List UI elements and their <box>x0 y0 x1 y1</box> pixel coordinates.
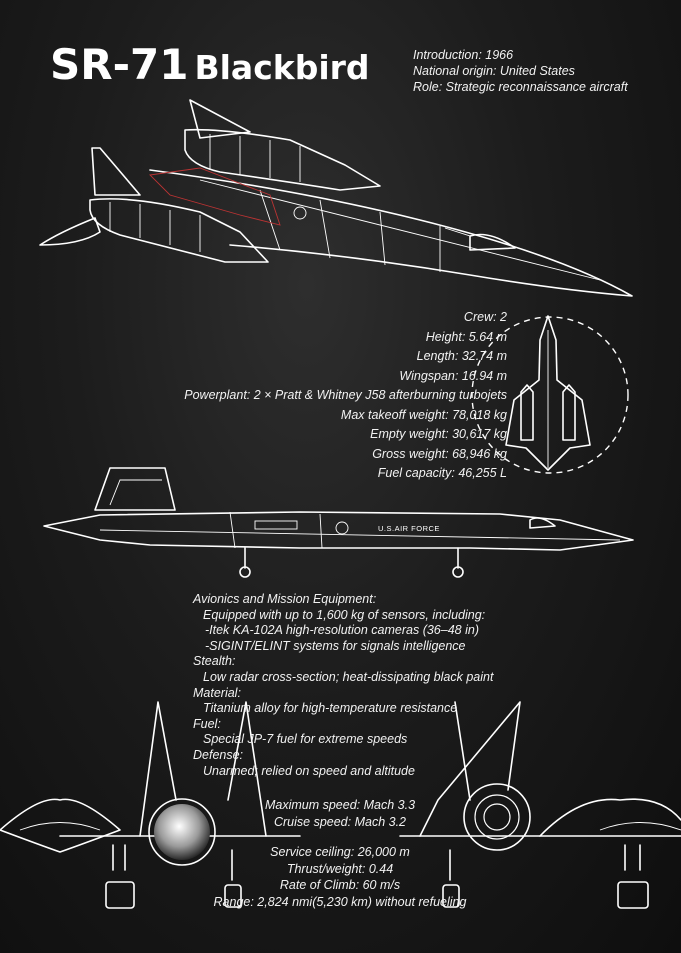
material-text: Titanium alloy for high-temperature resistance <box>203 701 458 716</box>
speed-block <box>190 797 490 830</box>
spec-line: Length: 32.74 m <box>416 349 507 363</box>
material-heading: Material: <box>193 685 241 700</box>
avionics-line: -Itek KA-102A high-resolution cameras (36–48 in) <box>205 623 479 638</box>
page-title <box>50 40 370 89</box>
title-main: SR-71 <box>50 40 189 89</box>
rate-of-climb: Rate of Climb: 60 m/s <box>279 878 401 892</box>
defense-text: Unarmed; relied on speed and altitude <box>203 763 415 778</box>
aircraft-role: Role: Strategic reconnaissance aircraft <box>413 80 628 94</box>
specs-list <box>47 308 507 484</box>
fuel-heading: Fuel: <box>193 716 221 731</box>
spec-line: Crew: 2 <box>463 310 507 324</box>
avionics-heading: Avionics and Mission Equipment: <box>193 592 377 606</box>
introduction-year: Introduction: 1966 <box>413 48 514 62</box>
spec-line: Height: 5.64 m <box>425 329 507 344</box>
intro-block <box>413 47 628 95</box>
title-sub: Blackbird <box>194 48 370 87</box>
service-ceiling: Service ceiling: 26,000 m <box>270 845 410 859</box>
spec-line: Empty weight: 30,617 kg <box>370 427 507 441</box>
spec-line: Gross weight: 68,946 kg <box>372 446 507 461</box>
cruise-speed: Cruise speed: Mach 3.2 <box>273 814 406 829</box>
thrust-weight: Thrust/weight: 0.44 <box>286 861 394 876</box>
stealth-heading: Stealth: <box>193 654 236 669</box>
national-origin: National origin: United States <box>413 64 575 78</box>
equipment-block <box>193 592 523 779</box>
max-speed: Maximum speed: Mach 3.3 <box>264 798 416 812</box>
avionics-line: -SIGINT/ELINT systems for signals intelligence <box>205 638 466 653</box>
range: Range: 2,824 nmi(5,230 km) without refueling <box>213 894 467 909</box>
perspective-view-drawing <box>40 100 632 296</box>
spec-line: Wingspan: 16.94 m <box>399 368 507 383</box>
performance-block <box>190 844 490 910</box>
spec-line: Fuel capacity: 46,255 L <box>377 466 507 480</box>
avionics-line: Equipped with up to 1,600 kg of sensors, including: <box>203 607 486 622</box>
spec-line: Max takeoff weight: 78,018 kg <box>340 407 507 422</box>
side-view-drawing <box>44 468 633 577</box>
defense-heading: Defense: <box>193 747 244 762</box>
stealth-text: Low radar cross-section; heat-dissipating black paint <box>203 669 494 684</box>
fuselage-marking: U.S.AIR FORCE <box>378 524 440 533</box>
fuel-text: Special JP-7 fuel for extreme speeds <box>203 732 408 747</box>
spec-line: Powerplant: 2 × Pratt & Whitney J58 afterburning turbojets <box>184 388 507 402</box>
